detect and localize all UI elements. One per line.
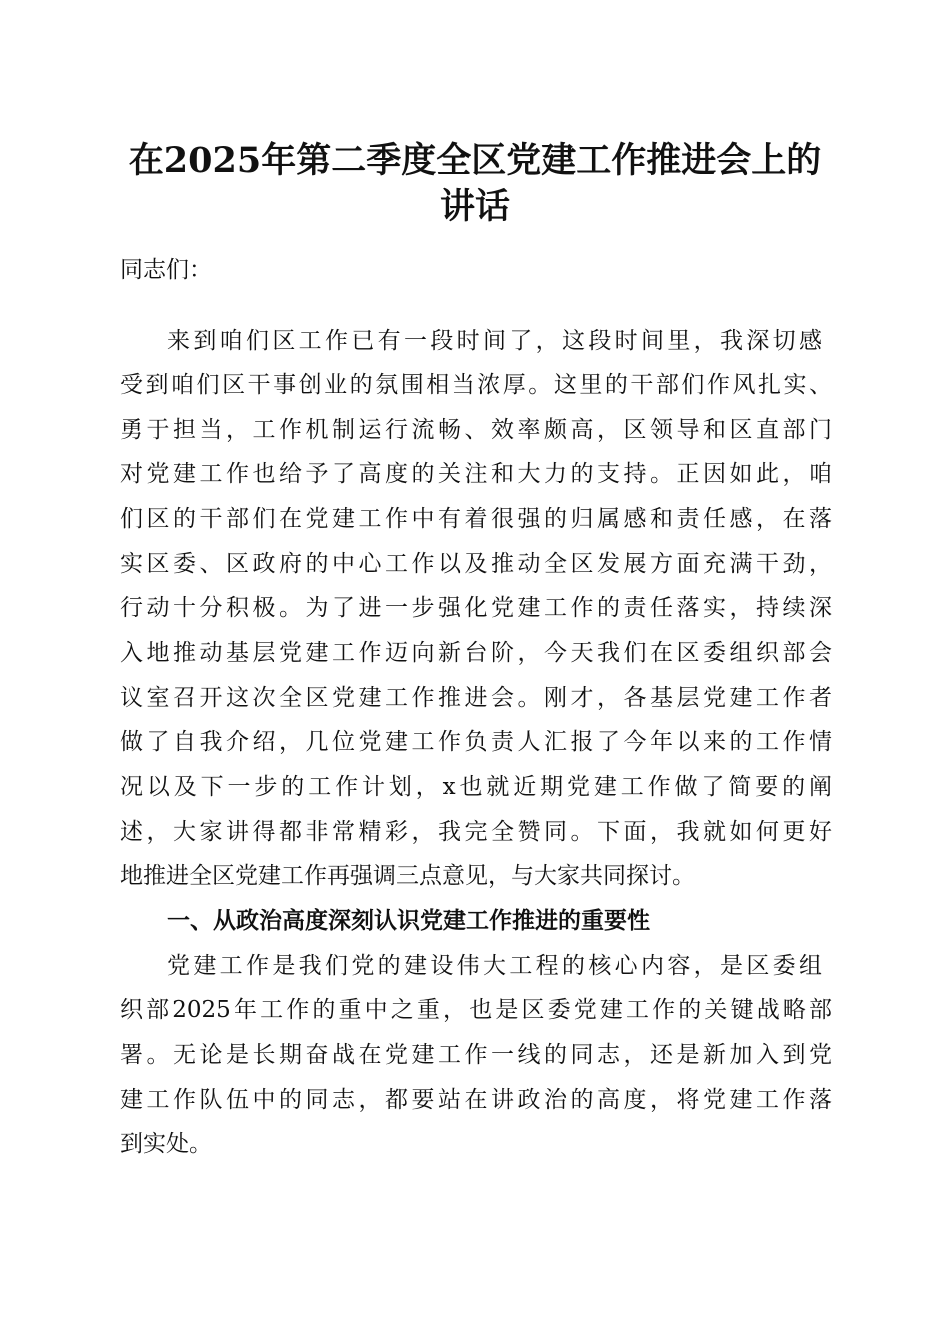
paragraph-line: 况以及下一步的工作计划，x也就近期党建工作做了简要的阐 [120, 774, 832, 800]
paragraph-line: 议室召开这次全区党建工作推进会。刚才，各基层党建工作者 [120, 685, 832, 711]
paragraph-line: 到实处。 [120, 1131, 212, 1157]
paragraph-line: 实区委、区政府的中心工作以及推动全区发展方面充满干劲， [120, 551, 832, 577]
salutation: 同志们： [120, 257, 212, 283]
paragraph-line: 行动十分积极。为了进一步强化党建工作的责任落实，持续深 [120, 595, 832, 621]
paragraph-line: 做了自我介绍，几位党建工作负责人汇报了今年以来的工作情 [120, 729, 832, 755]
paragraph-line: 对党建工作也给予了高度的关注和大力的支持。正因如此，咱 [120, 461, 832, 487]
section-heading-1: 一、从政治高度深刻认识党建工作推进的重要性 [167, 908, 650, 934]
paragraph-line: 受到咱们区干事创业的氛围相当浓厚。这里的干部们作风扎实、 [120, 372, 832, 398]
paragraph-line: 述，大家讲得都非常精彩，我完全赞同。下面，我就如何更好 [120, 819, 832, 845]
paragraph-line: 署。无论是长期奋战在党建工作一线的同志，还是新加入到党 [120, 1042, 832, 1068]
paragraph-line: 织部2025年工作的重中之重，也是区委党建工作的关键战略部 [120, 997, 832, 1023]
document-title-line-2: 讲话 [439, 186, 510, 227]
paragraph-line: 们区的干部们在党建工作中有着很强的归属感和责任感，在落 [120, 506, 832, 532]
paragraph-line: 入地推动基层党建工作迈向新台阶，今天我们在区委组织部会 [120, 640, 832, 666]
paragraph-line: 地推进全区党建工作再强调三点意见，与大家共同探讨。 [120, 863, 695, 889]
paragraph-line: 来到咱们区工作已有一段时间了，这段时间里，我深切感 [167, 328, 822, 354]
paragraph-line: 建工作队伍中的同志，都要站在讲政治的高度，将党建工作落 [120, 1087, 832, 1113]
paragraph-line: 党建工作是我们党的建设伟大工程的核心内容，是区委组 [167, 953, 822, 979]
paragraph-line: 勇于担当，工作机制运行流畅、效率颇高，区领导和区直部门 [120, 417, 832, 443]
document-title-line-1: 在2025年第二季度全区党建工作推进会上的 [128, 140, 822, 181]
